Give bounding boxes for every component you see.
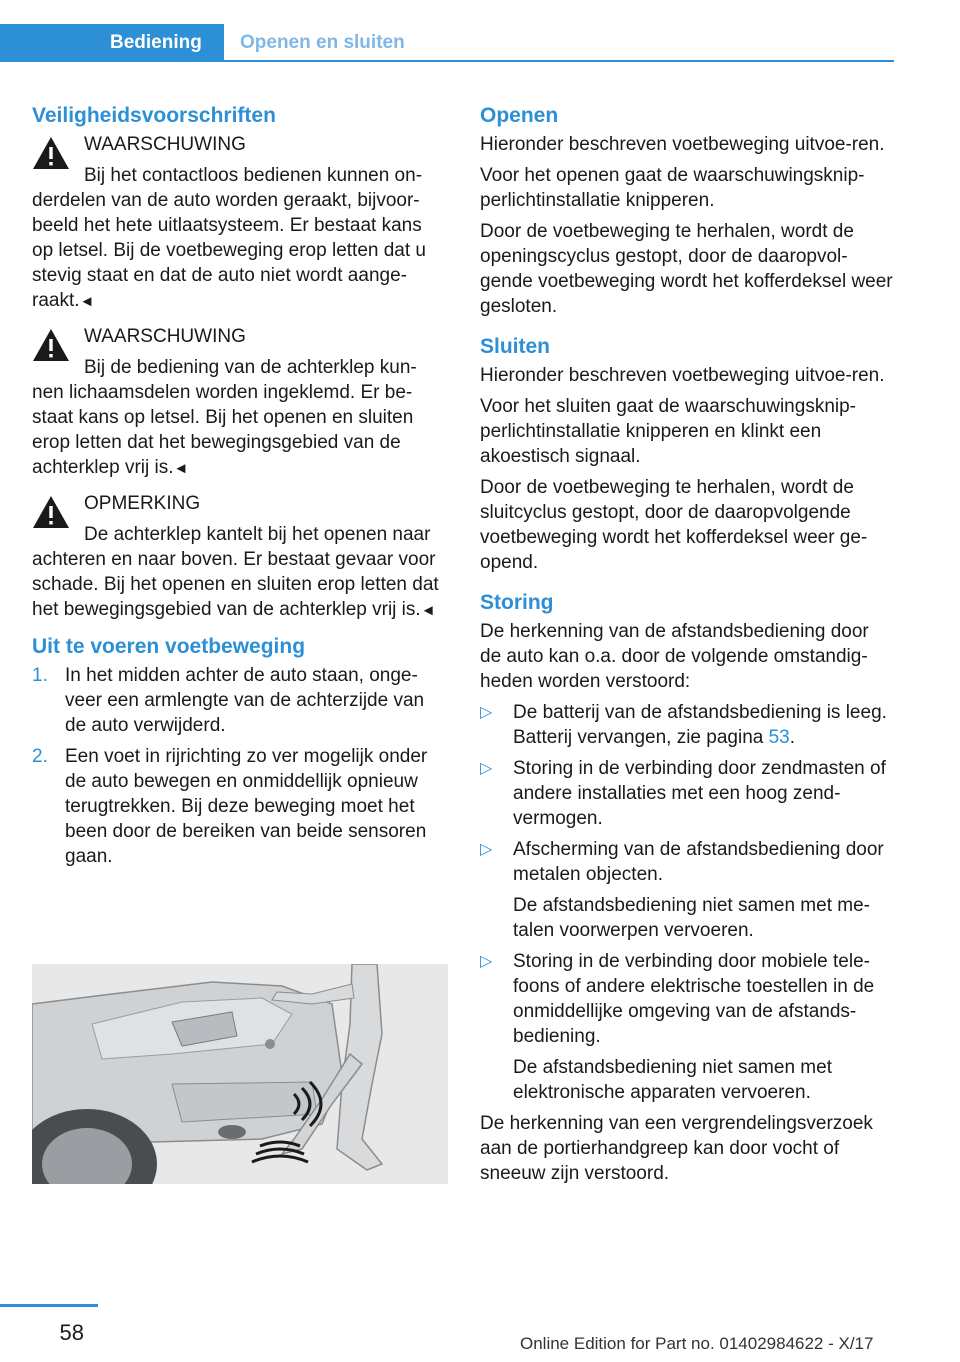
- tab-bediening[interactable]: Bediening: [0, 24, 224, 62]
- fault-subtext: De afstandsbediening niet samen met elektronische apparaten vervoeren.: [513, 1057, 832, 1103]
- warning-triangle-icon: [32, 328, 70, 362]
- warning-text: nen lichaamsdelen worden ingeklemd. Er be-staat kans op letsel. Bij het openen en sluiten erop letten dat het bewegingsgebied van de achterklep vrij is.: [32, 382, 414, 478]
- step-number: 2.: [32, 746, 48, 767]
- end-mark: ◄: [173, 460, 189, 477]
- section-title-fault: Storing: [480, 591, 554, 614]
- section-title-open: Openen: [480, 104, 559, 127]
- warning-triangle-icon: [32, 495, 70, 529]
- warning-block: [32, 324, 448, 481]
- bullet-triangle-icon: ▷: [480, 953, 493, 970]
- fault-text: De batterij van de afstandsbediening is leeg. Batterij vervangen, zie pagina: [513, 702, 887, 748]
- bullet-triangle-icon: ▷: [480, 704, 493, 721]
- paragraph: Hieronder beschreven voetbeweging uitvoe-ren.: [480, 134, 885, 155]
- fault-text: Afscherming van de afstandsbediening door metalen objecten.: [513, 839, 884, 885]
- paragraph: Door de voetbeweging te herhalen, wordt de openingscyclus gestopt, door de daaropvol-gende voetbeweging wordt het kofferdeksel weer gesloten.: [480, 221, 893, 317]
- paragraph: Hieronder beschreven voetbeweging uitvoe-ren.: [480, 365, 885, 386]
- warning-block: [32, 132, 448, 314]
- illustration-foot-sensor: [32, 964, 448, 1184]
- fault-text: Storing in de verbinding door zendmasten of andere installaties met een hoog zend-vermogen.: [513, 758, 886, 829]
- end-mark: ◄: [420, 602, 436, 619]
- fault-subtext: De afstandsbediening niet samen met me-talen voorwerpen vervoeren.: [513, 895, 870, 941]
- step-text: Een voet in rijrichting zo ver mogelijk onder de auto bewegen en onmiddellijk opnieuw terugtrekken. Bij deze beweging moet het been door de bereiken van beide sensoren gaan.: [65, 746, 428, 867]
- note-block: [32, 491, 448, 623]
- section-title-foot-movement: Uit te voeren voetbeweging: [32, 635, 306, 658]
- left-column: [32, 96, 448, 875]
- page-number: 58: [59, 1320, 84, 1345]
- steps-list: [32, 663, 448, 869]
- warning-text-first: Bij de bediening van de achterklep kun-: [84, 357, 417, 378]
- list-item: [32, 663, 448, 738]
- car-rear-illustration: [32, 964, 448, 1184]
- note-title: OPMERKING: [84, 493, 201, 514]
- note-text-first: De achterklep kantelt bij het openen naar: [84, 524, 431, 545]
- fault-text: Storing in de verbinding door mobiele tele-foons of andere elektrische toestellen in de onmiddellijke omgeving van de afstands-bediening.: [513, 951, 875, 1047]
- edition-note: Online Edition for Part no. 01402984622 - X/17: [520, 1334, 874, 1353]
- right-column: [480, 96, 894, 1192]
- footer-rule: [0, 1304, 98, 1307]
- bullet-triangle-icon: ▷: [480, 841, 493, 858]
- warning-text: derdelen van de auto worden geraakt, bijvoor-beeld het hete uitlaatsysteem. Er bestaat kans op letsel. Bij de voetbeweging erop letten dat u stevig staat en dat de auto niet wordt aange-raakt.: [32, 190, 426, 311]
- fault-text-end: .: [789, 727, 796, 748]
- header-rule: [0, 60, 894, 62]
- paragraph: Voor het sluiten gaat de waarschuwingsknip-perlichtinstallatie knipperen en klinkt een akoestisch signaal.: [480, 396, 857, 467]
- list-item: [480, 700, 894, 750]
- warning-triangle-icon: [32, 136, 70, 170]
- list-item: [480, 756, 894, 831]
- paragraph: De herkenning van de afstandsbediening door de auto kan o.a. door de volgende omstandig-heden worden verstoord:: [480, 621, 869, 692]
- bullet-triangle-icon: ▷: [480, 760, 493, 777]
- fault-list: [480, 700, 894, 1105]
- paragraph: Voor het openen gaat de waarschuwingsknip-perlichtinstallatie knipperen.: [480, 165, 865, 211]
- end-mark: ◄: [79, 293, 95, 310]
- list-item: [32, 744, 448, 869]
- list-item: [480, 837, 894, 943]
- paragraph: Door de voetbeweging te herhalen, wordt de sluitcyclus gestopt, door de daaropvolgende voetbeweging wordt het kofferdeksel weer ge-opend.: [480, 477, 868, 573]
- warning-title: WAARSCHUWING: [84, 326, 246, 347]
- page-header: [0, 24, 894, 62]
- step-number: 1.: [32, 665, 48, 686]
- warning-text-first: Bij het contactloos bedienen kunnen on-: [84, 165, 423, 186]
- step-text: In het midden achter de auto staan, onge-veer een armlengte van de achterzijde van de auto verwijderd.: [65, 665, 425, 736]
- warning-title: WAARSCHUWING: [84, 134, 246, 155]
- tab-openen-en-sluiten[interactable]: Openen en sluiten: [240, 32, 405, 53]
- paragraph: De herkenning van een vergrendelingsverzoek aan de portierhandgreep kan door vocht of sneeuw zijn verstoord.: [480, 1113, 873, 1184]
- section-title-close: Sluiten: [480, 335, 551, 358]
- section-title-safety: Veiligheidsvoorschriften: [32, 104, 276, 127]
- note-text: achteren en naar boven. Er bestaat gevaar voor schade. Bij het openen en sluiten erop letten dat het bewegingsgebied van de achterklep vrij is.: [32, 549, 439, 620]
- list-item: [480, 949, 894, 1105]
- page-link[interactable]: 53: [768, 727, 790, 748]
